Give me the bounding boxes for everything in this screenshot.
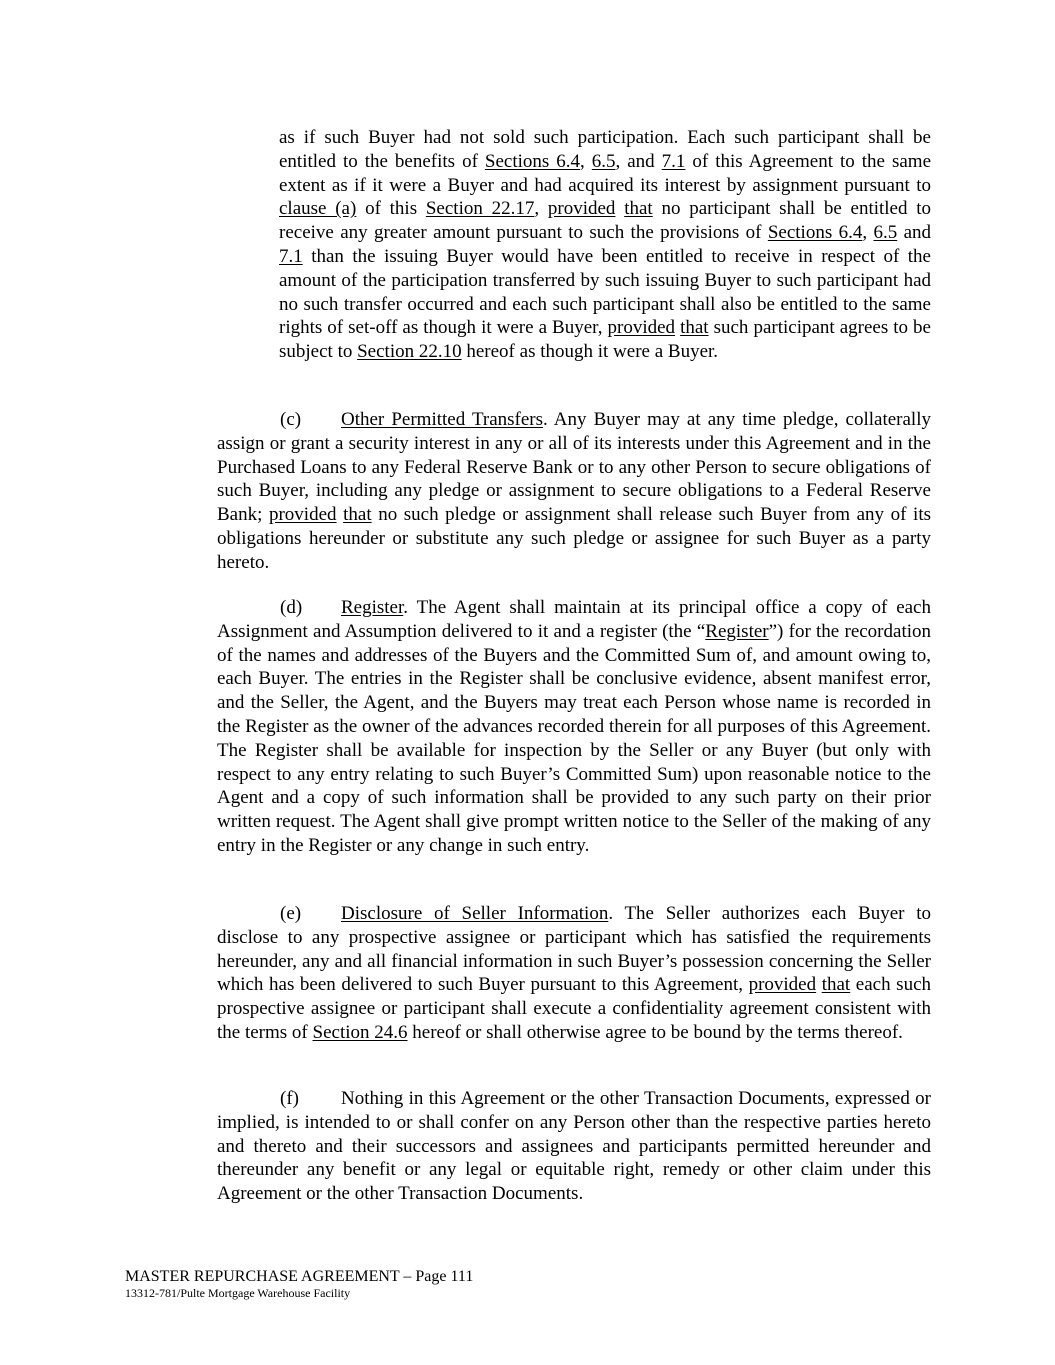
text: Nothing in this Agreement or the other Transaction Documents, expressed or implied, is intended to or shall confer on any Person other than the respective parties hereto and thereto and their successors and assignees and participants permitted hereunder and thereunder any benefit or any legal or equitable right, remedy or other claim under this Agreement or the other Transaction Documents.	[217, 1088, 931, 1205]
text: ,	[580, 150, 592, 172]
provided-term: provided	[547, 198, 616, 220]
that-term: that	[343, 504, 372, 526]
text: ,	[862, 222, 874, 244]
text: no participant shall be entitled to receive any greater amount pursuant to such the provisions of	[279, 198, 932, 244]
paragraph-label: (d)	[280, 597, 303, 618]
text: of this	[356, 198, 426, 220]
section-reference: Section 24.6	[312, 1021, 408, 1043]
text: . The Agent shall maintain at its principal office a copy of each Assignment and Assumption delivered to it and a register (the “	[217, 597, 931, 642]
page-footer	[125, 1267, 473, 1301]
paragraph-e	[217, 902, 931, 1045]
text	[615, 198, 624, 219]
defined-term: Register	[705, 620, 769, 642]
section-reference: 6.5	[591, 150, 616, 172]
text: than the issuing Buyer would have been entitled to receive in respect of the amount of the participation transferred by such issuing Buyer to such participant had no such transfer occurred and each such participant shall also be entitled to the same rights of set-off as though it were a Buyer,	[279, 245, 931, 339]
text: ,	[534, 198, 548, 220]
provided-term: provided	[748, 974, 817, 996]
section-reference: Section 22.10	[357, 341, 462, 363]
paragraph-label: (f)	[280, 1088, 299, 1109]
section-reference: 7.1	[279, 245, 303, 267]
paragraph-label: (c)	[280, 409, 302, 430]
section-reference: 6.5	[873, 222, 898, 244]
provided-term: provided	[268, 504, 337, 526]
text: hereof or shall otherwise agree to be bound by the terms thereof.	[407, 1021, 903, 1043]
text: hereof as though it were a Buyer.	[461, 341, 719, 363]
text: . Any Buyer may at any time pledge, collaterally assign or grant a security interest in any or all of its interests under this Agreement and in the Purchased Loans to any Federal Reserve Bank or to any other Person to secure obligations of such Buyer, including any pledge or assignment to secure obligations to a Federal Reserve Bank;	[217, 409, 931, 526]
paragraph-c	[217, 408, 931, 575]
text: of this Agreement to the same extent as if it were a Buyer and had acquired its interest by assignment pursuant to	[279, 150, 932, 196]
section-reference: Sections 6.4	[484, 150, 581, 172]
paragraph-heading: Register	[341, 597, 404, 618]
footer-doc-id: 13312-781/Pulte Mortgage Warehouse Facility	[125, 1286, 351, 1300]
paragraph-d	[217, 596, 931, 858]
text: ”) for the recordation of the names and addresses of the Buyers and the Committed Sum of, and amount owing to, each Buyer. The entries in the Register shall be conclusive evidence, absent manifest error, and the Seller, the Agent, and the Buyers may treat each Person whose name is recorded in the Register as the owner of the advances recorded therein for all purposes of this Agreement. The Register shall be available for inspection by the Seller or any Buyer (but only with respect to any entry relating to such Buyer’s Committed Sum) upon reasonable notice to the Agent and a copy of such information shall be provided to any such party on their prior written request. The Agent shall give prompt written notice to the Seller of the making of any entry in the Register or any change in such entry.	[217, 620, 931, 856]
that-term: that	[624, 198, 653, 220]
paragraph-heading: Disclosure of Seller Information	[341, 903, 609, 924]
text: . The Seller authorizes each Buyer to disclose to any prospective assignee or participant which has satisfied the requirements hereunder, any and all financial information in such Buyer’s possession concerning the Seller which has been delivered to such Buyer pursuant to this Agreement,	[217, 903, 932, 996]
text: no such pledge or assignment shall release such Buyer from any of its obligations hereunder or substitute any such pledge or assignee for such Buyer as a party hereto.	[217, 504, 932, 573]
text: each such prospective assignee or participant shall execute a confidentiality agreement consistent with the terms of	[217, 974, 931, 1043]
text: as if such Buyer had not sold such participation. Each such participant shall be entitled to the benefits of	[279, 127, 931, 172]
that-term: that	[680, 317, 709, 339]
text: , and	[615, 150, 662, 172]
that-term: that	[821, 974, 851, 996]
section-reference: Sections 6.4	[767, 222, 863, 244]
clause-reference: clause (a)	[279, 198, 357, 220]
paragraph-label: (e)	[280, 903, 302, 924]
paragraph-b-continuation	[279, 126, 931, 364]
provided-term: provided	[607, 317, 676, 339]
section-reference: Section 22.17	[425, 198, 535, 220]
paragraph-f	[217, 1087, 931, 1206]
footer-title: MASTER REPURCHASE AGREEMENT – Page 111	[125, 1268, 474, 1285]
text: such participant agrees to be subject to	[279, 317, 931, 363]
section-reference: 7.1	[661, 150, 686, 172]
paragraph-heading: Other Permitted Transfers	[341, 409, 544, 430]
text: and	[897, 222, 931, 244]
